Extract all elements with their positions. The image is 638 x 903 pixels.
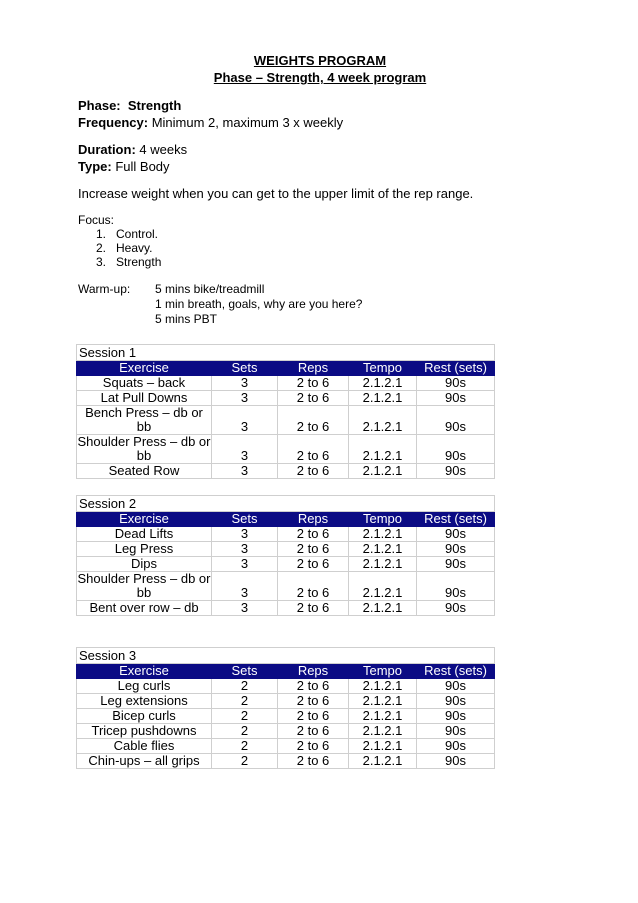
session-1	[76, 344, 494, 479]
rest-cell: 90s	[417, 557, 495, 572]
exercise-cell: Dead Lifts	[77, 527, 212, 542]
focus-item-number: 2.	[96, 241, 107, 255]
tempo-cell: 2.1.2.1	[349, 679, 417, 694]
sets-cell: 3	[212, 601, 278, 616]
session-table	[76, 647, 495, 769]
sets-cell: 2	[212, 694, 278, 709]
table-header-row	[77, 512, 495, 527]
sets-cell: 3	[212, 376, 278, 391]
exercise-cell: Leg Press	[77, 542, 212, 557]
reps-cell: 2 to 6	[278, 724, 349, 739]
warmup-line: 5 mins bike/treadmill	[155, 282, 265, 296]
exercise-cell: Chin-ups – all grips	[77, 754, 212, 769]
reps-cell: 2 to 6	[278, 542, 349, 557]
exercise-cell: Leg curls	[77, 679, 212, 694]
tempo-cell: 2.1.2.1	[349, 739, 417, 754]
tempo-cell: 2.1.2.1	[349, 754, 417, 769]
table-row	[77, 601, 495, 616]
session-table	[76, 344, 495, 479]
header-reps: Reps	[278, 361, 349, 376]
reps-cell: 2 to 6	[278, 391, 349, 406]
exercise-cell: Dips	[77, 557, 212, 572]
table-row	[77, 464, 495, 479]
reps-cell: 2 to 6	[278, 406, 349, 435]
tempo-cell: 2.1.2.1	[349, 376, 417, 391]
reps-cell: 2 to 6	[278, 601, 349, 616]
session-title: Session 1	[77, 345, 495, 361]
table-header-row	[77, 664, 495, 679]
tempo-cell: 2.1.2.1	[349, 709, 417, 724]
exercise-cell: Lat Pull Downs	[77, 391, 212, 406]
sets-cell: 2	[212, 754, 278, 769]
header-tempo: Tempo	[349, 664, 417, 679]
sets-cell: 3	[212, 557, 278, 572]
frequency-label: Frequency:	[78, 115, 149, 130]
tempo-cell: 2.1.2.1	[349, 724, 417, 739]
focus-item-text: Heavy.	[116, 241, 153, 255]
exercise-cell: Bench Press – db or bb	[77, 406, 212, 435]
sets-cell: 3	[212, 542, 278, 557]
sets-cell: 3	[212, 572, 278, 601]
rest-cell: 90s	[417, 739, 495, 754]
reps-cell: 2 to 6	[278, 435, 349, 464]
table-row	[77, 406, 495, 435]
frequency-value: Minimum 2, maximum 3 x weekly	[151, 115, 344, 130]
tempo-cell: 2.1.2.1	[349, 435, 417, 464]
focus-item-text: Control.	[116, 227, 159, 241]
tempo-cell: 2.1.2.1	[349, 391, 417, 406]
rest-cell: 90s	[417, 376, 495, 391]
frequency-line	[78, 114, 343, 131]
warmup-line: 5 mins PBT	[155, 312, 218, 326]
exercise-cell: Bicep curls	[77, 709, 212, 724]
document-title: WEIGHTS PROGRAM	[253, 53, 387, 68]
warmup-line: 1 min breath, goals, why are you here?	[155, 297, 363, 311]
exercise-cell: Squats – back	[77, 376, 212, 391]
header-tempo: Tempo	[349, 512, 417, 527]
focus-item-text: Strength	[116, 255, 162, 269]
focus-item	[78, 227, 161, 241]
phase-line	[78, 97, 181, 114]
session-3	[76, 647, 494, 769]
rest-cell: 90s	[417, 601, 495, 616]
reps-cell: 2 to 6	[278, 754, 349, 769]
exercise-cell: Tricep pushdowns	[77, 724, 212, 739]
exercise-cell: Cable flies	[77, 739, 212, 754]
rest-cell: 90s	[417, 391, 495, 406]
header-rest: Rest (sets)	[417, 512, 495, 527]
sets-cell: 3	[212, 435, 278, 464]
table-row	[77, 572, 495, 601]
focus-item-number: 1.	[96, 227, 107, 241]
header-sets: Sets	[212, 361, 278, 376]
header-reps: Reps	[278, 512, 349, 527]
progression-note: Increase weight when you can get to the upper limit of the rep range.	[78, 186, 474, 201]
rest-cell: 90s	[417, 542, 495, 557]
reps-cell: 2 to 6	[278, 464, 349, 479]
table-row	[77, 754, 495, 769]
tempo-cell: 2.1.2.1	[349, 694, 417, 709]
rest-cell: 90s	[417, 709, 495, 724]
header-tempo: Tempo	[349, 361, 417, 376]
reps-cell: 2 to 6	[278, 739, 349, 754]
table-row	[77, 679, 495, 694]
warmup-lines	[155, 282, 362, 327]
rest-cell: 90s	[417, 464, 495, 479]
rest-cell: 90s	[417, 435, 495, 464]
focus-section	[78, 213, 161, 269]
session-title: Session 3	[77, 648, 495, 664]
table-row	[77, 435, 495, 464]
reps-cell: 2 to 6	[278, 376, 349, 391]
session-title: Session 2	[77, 496, 495, 512]
exercise-cell: Seated Row	[77, 464, 212, 479]
focus-item-number: 3.	[96, 255, 107, 269]
focus-item	[78, 255, 161, 269]
exercise-cell: Shoulder Press – db or bb	[77, 434, 211, 463]
reps-cell: 2 to 6	[278, 709, 349, 724]
focus-label: Focus:	[78, 213, 115, 227]
tempo-cell: 2.1.2.1	[349, 601, 417, 616]
session-2	[76, 495, 494, 616]
rest-cell: 90s	[417, 679, 495, 694]
tempo-cell: 2.1.2.1	[349, 406, 417, 435]
header-sets: Sets	[212, 664, 278, 679]
phase-value: Strength	[127, 98, 182, 113]
header-rest: Rest (sets)	[417, 361, 495, 376]
table-row	[77, 709, 495, 724]
session-table	[76, 495, 495, 616]
reps-cell: 2 to 6	[278, 557, 349, 572]
rest-cell: 90s	[417, 694, 495, 709]
tempo-cell: 2.1.2.1	[349, 572, 417, 601]
type-value: Full Body	[115, 159, 170, 174]
document-subtitle: Phase – Strength, 4 week program	[213, 70, 427, 85]
table-row	[77, 557, 495, 572]
tempo-cell: 2.1.2.1	[349, 557, 417, 572]
sets-cell: 3	[212, 406, 278, 435]
sets-cell: 3	[212, 527, 278, 542]
reps-cell: 2 to 6	[278, 527, 349, 542]
header-reps: Reps	[278, 664, 349, 679]
reps-cell: 2 to 6	[278, 694, 349, 709]
type-line	[78, 158, 170, 175]
header-exercise: Exercise	[77, 361, 212, 376]
phase-label: Phase:	[78, 98, 121, 113]
rest-cell: 90s	[417, 724, 495, 739]
tempo-cell: 2.1.2.1	[349, 527, 417, 542]
duration-line	[78, 141, 187, 158]
sets-cell: 3	[212, 464, 278, 479]
type-label: Type:	[78, 159, 112, 174]
table-row	[77, 542, 495, 557]
exercise-cell: Bent over row – db	[77, 601, 212, 616]
table-row	[77, 739, 495, 754]
header-sets: Sets	[212, 512, 278, 527]
table-header-row	[77, 361, 495, 376]
sets-cell: 2	[212, 709, 278, 724]
table-row	[77, 376, 495, 391]
sets-cell: 3	[212, 391, 278, 406]
warmup-label: Warm-up:	[78, 282, 131, 296]
duration-label: Duration:	[78, 142, 136, 157]
table-row	[77, 694, 495, 709]
exercise-cell: Leg extensions	[77, 694, 212, 709]
tempo-cell: 2.1.2.1	[349, 542, 417, 557]
header-exercise: Exercise	[77, 512, 212, 527]
sets-cell: 2	[212, 724, 278, 739]
tempo-cell: 2.1.2.1	[349, 464, 417, 479]
title-block	[0, 52, 638, 86]
duration-value: 4 weeks	[139, 142, 188, 157]
table-row	[77, 724, 495, 739]
table-row	[77, 391, 495, 406]
rest-cell: 90s	[417, 406, 495, 435]
table-row	[77, 527, 495, 542]
focus-item	[78, 241, 161, 255]
sets-cell: 2	[212, 739, 278, 754]
rest-cell: 90s	[417, 754, 495, 769]
rest-cell: 90s	[417, 527, 495, 542]
header-rest: Rest (sets)	[417, 664, 495, 679]
exercise-cell: Shoulder Press – db or bb	[77, 571, 211, 600]
reps-cell: 2 to 6	[278, 572, 349, 601]
sets-cell: 2	[212, 679, 278, 694]
header-exercise: Exercise	[77, 664, 212, 679]
rest-cell: 90s	[417, 572, 495, 601]
reps-cell: 2 to 6	[278, 679, 349, 694]
